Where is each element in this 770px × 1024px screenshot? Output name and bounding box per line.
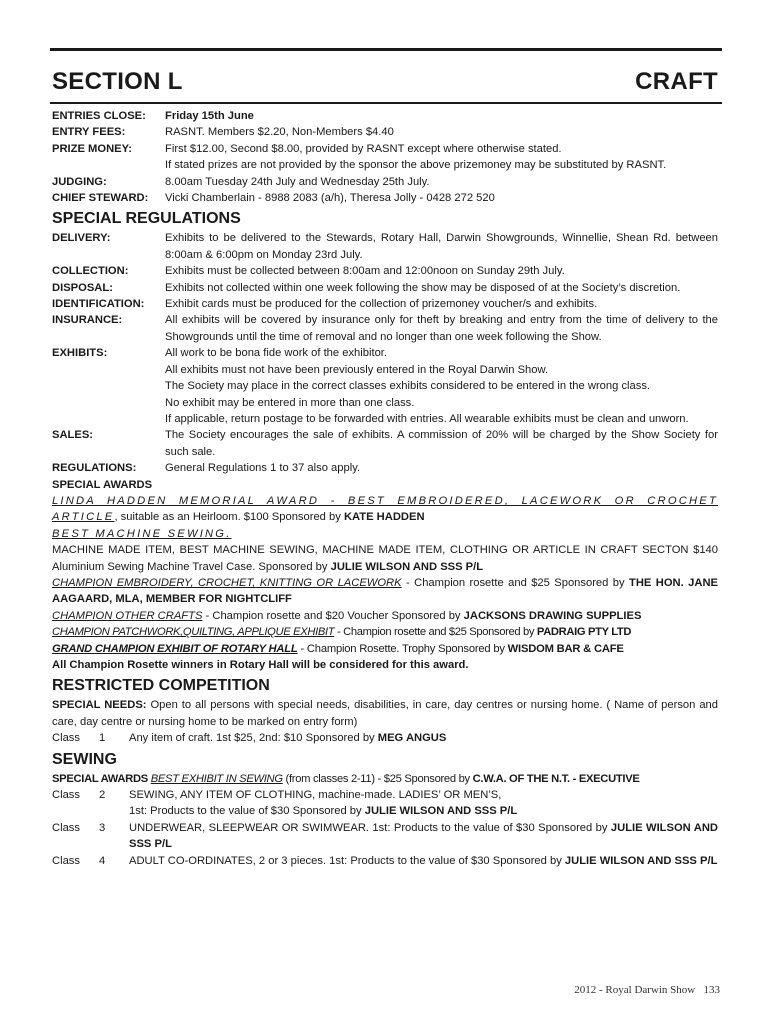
special-needs	[52, 697, 718, 730]
class-sponsor: JULIE WILSON AND SSS P/L	[364, 805, 518, 818]
regulation-line: All exhibits will be covered by insurance only for theft by breaking and entry from the time of delivery to the Showgrounds until the time of removal and no longer than one week following the Show.	[165, 314, 718, 343]
sewing-special-label: SPECIAL AWARDS	[52, 772, 148, 785]
class-sponsor: JULIE WILSON AND SSS P/L	[564, 854, 718, 867]
info-label: PRIZE MONEY:	[52, 142, 132, 155]
info-line: Friday 15th June	[165, 110, 254, 122]
class-text: ADULT CO-ORDINATES, 2 or 3 pieces. 1st: Products to the value of $30 Sponsored by	[129, 854, 562, 867]
class-number: 4	[99, 854, 106, 867]
class-text-2: 1st: Products to the value of $30 Sponsored by	[129, 805, 362, 818]
regulation-value	[165, 263, 718, 279]
regulation-line: Exhibits not collected within one week following the show may be disposed of at the Society’s discretion.	[165, 281, 681, 294]
sewing-class	[52, 853, 718, 869]
grand-champion-sponsor: WISDOM BAR & CAFE	[507, 642, 624, 655]
regulation-line: Exhibits to be delivered to the Stewards, Rotary Hall, Darwin Showgrounds, Winnellie, Shean Rd. between 8:00am & 6:00pm on Monday 23rd July.	[165, 232, 718, 261]
sewing-class	[52, 820, 718, 853]
regulation-line: If applicable, return postage to be forwarded with entries. All wearable exhibits must be clean and unworn.	[165, 412, 689, 425]
champion-patchwork-sponsor: PADRAIG PTY LTD	[536, 626, 632, 639]
regulation-value	[165, 312, 718, 345]
section-label: SECTION L	[52, 68, 183, 95]
regulation-value	[165, 460, 718, 476]
regulation-label: COLLECTION:	[52, 265, 129, 278]
linda-award-sep: ,	[114, 511, 118, 524]
info-value	[165, 108, 718, 124]
champion-other-award	[52, 608, 718, 624]
regulation-value	[165, 296, 718, 312]
regulation-row	[52, 427, 718, 460]
class-number: 3	[99, 821, 106, 834]
sewing-heading: SEWING	[52, 750, 117, 768]
header-rule	[50, 102, 722, 104]
footer-text: 2012 - Royal Darwin Show	[574, 984, 696, 996]
best-exhibit-sewing-text: (from classes 2-11) - $25 Sponsored by	[282, 772, 470, 785]
regulation-value	[165, 345, 718, 427]
best-exhibit-sewing-sponsor: C.W.A. OF THE N.T. - EXECUTIVE	[472, 772, 640, 785]
regulation-value	[165, 230, 718, 263]
champion-other-sponsor: JACKSONS DRAWING SUPPLIES	[463, 609, 642, 622]
champion-patchwork-award	[52, 624, 718, 640]
info-label: ENTRY FEES:	[52, 126, 126, 139]
regulation-line: All work to be bona fide work of the exhibitor.	[165, 347, 388, 360]
info-line: Vicki Chamberlain - 8988 2083 (a/h), Theresa Jolly - 0428 272 520	[165, 192, 495, 205]
info-row	[52, 174, 718, 190]
regulations-block	[52, 230, 718, 476]
regulation-row	[52, 312, 718, 345]
class-sponsor: MEG ANGUS	[377, 732, 447, 745]
regulation-label: INSURANCE:	[52, 314, 123, 327]
champion-other-title: CHAMPION OTHER CRAFTS	[52, 609, 203, 622]
regulation-line: General Regulations 1 to 37 also apply.	[165, 462, 361, 475]
section-title: CRAFT	[635, 68, 718, 95]
grand-champion-award	[52, 641, 718, 657]
regulation-line: All exhibits must not have been previously entered in the Royal Darwin Show.	[165, 363, 549, 376]
class-description	[129, 730, 718, 746]
regulation-label: REGULATIONS:	[52, 462, 137, 475]
machine-award-text: MACHINE MADE ITEM, BEST MACHINE SEWING, MACHINE MADE ITEM, CLOTHING OR ARTICLE IN CRAFT SECTON $140 Aluminium Sewing Machine Travel Case. Sponsored by	[52, 544, 718, 573]
class-description	[129, 820, 718, 853]
info-value	[165, 124, 718, 140]
sewing-class	[52, 787, 718, 820]
info-line: If stated prizes are not provided by the sponsor the above prizemoney may be substituted by RASNT.	[165, 159, 667, 172]
regulation-label: DISPOSAL:	[52, 281, 113, 294]
regulation-row	[52, 460, 718, 476]
info-line: First $12.00, Second $8.00, provided by RASNT except where otherwise stated.	[165, 142, 562, 155]
class-label: Class	[52, 854, 80, 867]
page-footer	[574, 984, 720, 996]
machine-award	[52, 542, 718, 575]
grand-champion-text: - Champion Rosette. Trophy Sponsored by	[297, 642, 505, 655]
regulation-row	[52, 296, 718, 312]
class-description	[129, 787, 718, 820]
regulation-line: Exhibit cards must be produced for the collection of prizemoney voucher/s and exhibits.	[165, 298, 598, 311]
rosette-note: All Champion Rosette winners in Rotary Hall will be considered for this award.	[52, 659, 469, 671]
champion-embroidery-award	[52, 575, 718, 608]
machine-award-title-line	[52, 526, 718, 542]
sewing-special-awards	[52, 771, 718, 787]
regulation-line: The Society encourages the sale of exhibits. A commission of 20% will be charged by the Show Society for such sale.	[165, 429, 718, 458]
class-text: SEWING, ANY ITEM OF CLOTHING, machine-made. LADIES’ OR MEN’S,	[129, 789, 502, 802]
champion-other-text: - Champion rosette and $20 Voucher Sponsored by	[202, 609, 461, 622]
class-description	[129, 853, 718, 869]
champion-patchwork-title: CHAMPION PATCHWORK,QUILTING, APPLIQUE EXHIBIT	[52, 626, 335, 639]
champion-embroidery-title: CHAMPION EMBROIDERY, CROCHET, KNITTING OR LACEWORK	[52, 576, 402, 589]
special-awards-heading: SPECIAL AWARDS	[52, 478, 153, 491]
restricted-competition-heading: RESTRICTED COMPETITION	[52, 677, 270, 695]
info-row	[52, 124, 718, 140]
regulation-value	[165, 280, 718, 296]
regulation-line: Exhibits must be collected between 8:00am and 12:00noon on Sunday 29th July.	[165, 265, 565, 278]
info-label: JUDGING:	[52, 175, 107, 188]
restricted-class-1	[52, 730, 718, 746]
regulation-row	[52, 230, 718, 263]
class-label: Class	[52, 821, 80, 834]
info-line: RASNT. Members $2.20, Non-Members $4.40	[165, 126, 394, 139]
regulation-row	[52, 263, 718, 279]
info-value	[165, 190, 718, 206]
content	[52, 108, 718, 869]
info-value	[165, 174, 718, 190]
champion-embroidery-text: - Champion rosette and $25 Sponsored by	[401, 576, 625, 589]
special-needs-label: SPECIAL NEEDS:	[52, 699, 147, 712]
regulation-row	[52, 345, 718, 427]
info-row	[52, 190, 718, 206]
linda-award-text: suitable as an Heirloom. $100 Sponsored by	[120, 511, 341, 524]
info-row	[52, 108, 718, 124]
section-header	[52, 64, 718, 100]
info-value	[165, 141, 718, 174]
champion-embroidery-sponsor: THE HON. JANE AAGAARD, MLA, MEMBER FOR NIGHTCLIFF	[52, 576, 718, 606]
machine-award-sponsor: JULIE WILSON AND SSS P/L	[330, 560, 484, 573]
champion-patchwork-text: - Champion rosette and $25 Sponsored by	[334, 626, 535, 639]
regulation-value	[165, 427, 718, 460]
best-exhibit-sewing-title: BEST EXHIBIT IN SEWING	[150, 772, 283, 785]
special-needs-text: Open to all persons with special needs, disabilities, in care, day centres or nursing home. ( Name of person and care, day centre or nursing home to be marked on entry form)	[52, 699, 718, 728]
class-text: UNDERWEAR, SLEEPWEAR OR SWIMWEAR. 1st: Products to the value of $30 Sponsored by	[129, 821, 608, 834]
linda-hadden-award	[52, 493, 718, 526]
class-number: 1	[99, 732, 106, 745]
info-label: CHIEF STEWARD:	[52, 192, 149, 205]
class-label: Class	[52, 732, 80, 745]
regulation-label: SALES:	[52, 429, 94, 442]
top-rule	[50, 48, 722, 51]
class-text: Any item of craft. 1st $25, 2nd: $10 Sponsored by	[129, 732, 375, 745]
info-label: ENTRIES CLOSE:	[52, 110, 146, 122]
regulation-label: IDENTIFICATION:	[52, 298, 145, 311]
class-label: Class	[52, 789, 80, 802]
machine-award-title: BEST MACHINE SEWING.	[52, 527, 232, 540]
class-sponsor: JULIE WILSON AND SSS P/L	[129, 821, 718, 851]
class-number: 2	[99, 789, 106, 802]
regulation-row	[52, 280, 718, 296]
page-number: 133	[703, 984, 720, 996]
info-line: 8.00am Tuesday 24th July and Wednesday 25th July.	[165, 175, 430, 188]
regulation-label: EXHIBITS:	[52, 347, 108, 360]
regulation-line: No exhibit may be entered in more than one class.	[165, 396, 415, 409]
special-regulations-heading: SPECIAL REGULATIONS	[52, 210, 241, 228]
regulation-label: DELIVERY:	[52, 232, 111, 245]
regulation-line: The Society may place in the correct classes exhibits considered to be entered in the wrong class.	[165, 380, 651, 393]
info-row	[52, 141, 718, 174]
linda-award-sponsor: KATE HADDEN	[343, 511, 425, 524]
info-block	[52, 108, 718, 206]
linda-award-title: LINDA HADDEN MEMORIAL AWARD - BEST EMBROIDERED, LACEWORK OR CROCHET ARTICLE	[52, 494, 718, 524]
grand-champion-title: GRAND CHAMPION EXHIBIT OF ROTARY HALL	[52, 642, 298, 655]
